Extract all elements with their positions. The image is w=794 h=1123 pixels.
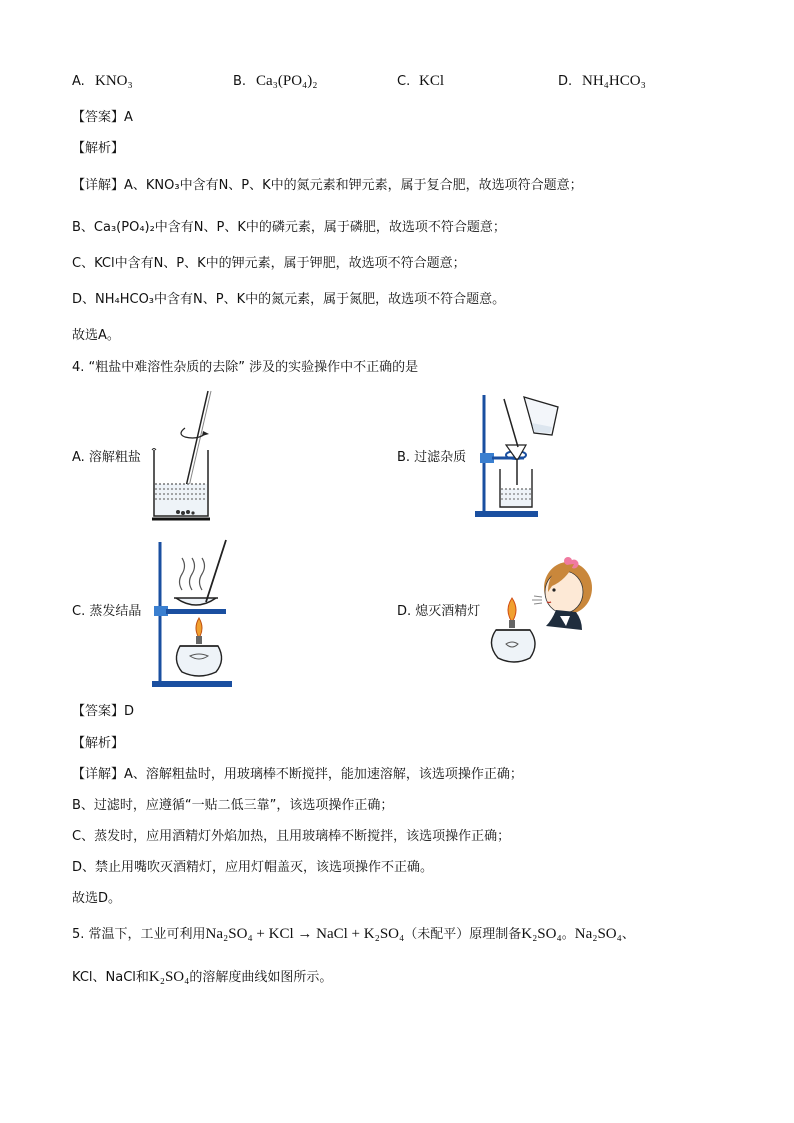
q4-analysis-heading: 【解析】 bbox=[72, 736, 125, 751]
q4-detail-c: C、蒸发时，应用酒精灯外焰加热，且用玻璃棒不断搅拌，该选项操作正确； bbox=[72, 829, 511, 844]
option-b-formula: Ca₃(PO₄)₂ bbox=[256, 73, 318, 89]
q3-conclusion: 故选A。 bbox=[72, 328, 120, 343]
q5-prefix: 5. 常温下，工业可利用 bbox=[72, 927, 206, 942]
q3-answer: 【答案】A bbox=[72, 110, 133, 125]
q4-option-c: C. 蒸发结晶 bbox=[72, 604, 142, 619]
option-a-formula: KNO₃ bbox=[95, 73, 133, 89]
q3-detail-d: D、NH₄HCO₃中含有N、P、K中的氮元素，属于氮肥，故选项不符合题意。 bbox=[72, 292, 506, 307]
option-a-label: A. bbox=[72, 74, 85, 89]
evaporation-figure bbox=[150, 538, 242, 690]
q3-detail-a: 【详解】A、KNO₃中含有N、P、K中的氮元素和钾元素，属于复合肥，故选项符合题意； bbox=[72, 178, 583, 193]
q5-product-formula: K₂SO₄ bbox=[521, 926, 562, 942]
q5-tail-text: 、 bbox=[621, 927, 635, 942]
option-c-label: C. bbox=[397, 74, 411, 89]
q5-line2-end: 的溶解度曲线如图所示。 bbox=[189, 970, 333, 985]
q5-salt-formula-4: K₂SO₄ bbox=[148, 969, 190, 985]
q3-detail-b: B、Ca₃(PO₄)₂中含有N、P、K中的磷元素，属于磷肥，故选项不符合题意； bbox=[72, 220, 506, 235]
q4-option-a: A. 溶解粗盐 bbox=[72, 450, 141, 465]
filtration-figure bbox=[472, 393, 562, 519]
q5-end-text: 。 bbox=[561, 927, 575, 942]
option-d-formula: NH₄HCO₃ bbox=[582, 73, 646, 89]
q4-conclusion: 故选D。 bbox=[72, 891, 122, 906]
q4-answer: 【答案】D bbox=[72, 704, 135, 719]
q5-stem-line2 bbox=[72, 968, 332, 987]
q3-detail-c: C、KCl中含有N、P、K中的钾元素，属于钾肥，故选项不符合题意； bbox=[72, 256, 466, 271]
option-b-label: B. bbox=[233, 74, 247, 89]
option-c-formula: KCl bbox=[419, 73, 445, 89]
q4-detail-b: B、过滤时，应遵循“一贴二低三靠”，该选项操作正确； bbox=[72, 798, 394, 813]
q4-detail-d: D、禁止用嘴吹灭酒精灯，应用灯帽盖灭，该选项操作不正确。 bbox=[72, 860, 434, 875]
option-d-label: D. bbox=[558, 74, 573, 89]
q5-stem-line1 bbox=[72, 925, 635, 944]
q3-analysis-heading: 【解析】 bbox=[72, 141, 125, 156]
q5-reaction-equation: Na₂SO₄ + KCl → NaCl + K₂SO₄ bbox=[205, 926, 405, 942]
q5-salt-formula-1: Na₂SO₄ bbox=[574, 926, 622, 942]
q4-option-b: B. 过滤杂质 bbox=[397, 450, 467, 465]
q4-option-d: D. 熄灭酒精灯 bbox=[397, 604, 481, 619]
q5-line2-prefix: KCl、NaCl和 bbox=[72, 970, 149, 985]
blowing-lamp-figure bbox=[484, 550, 604, 670]
dissolving-beaker-figure bbox=[150, 388, 220, 524]
q4-detail-a: 【详解】A、溶解粗盐时，用玻璃棒不断搅拌，能加速溶解，该选项操作正确； bbox=[72, 767, 523, 782]
q4-stem: 4. “粗盐中难溶性杂质的去除” 涉及的实验操作中不正确的是 bbox=[72, 360, 419, 375]
q5-mid-text: （未配平）原理制备 bbox=[404, 927, 522, 942]
